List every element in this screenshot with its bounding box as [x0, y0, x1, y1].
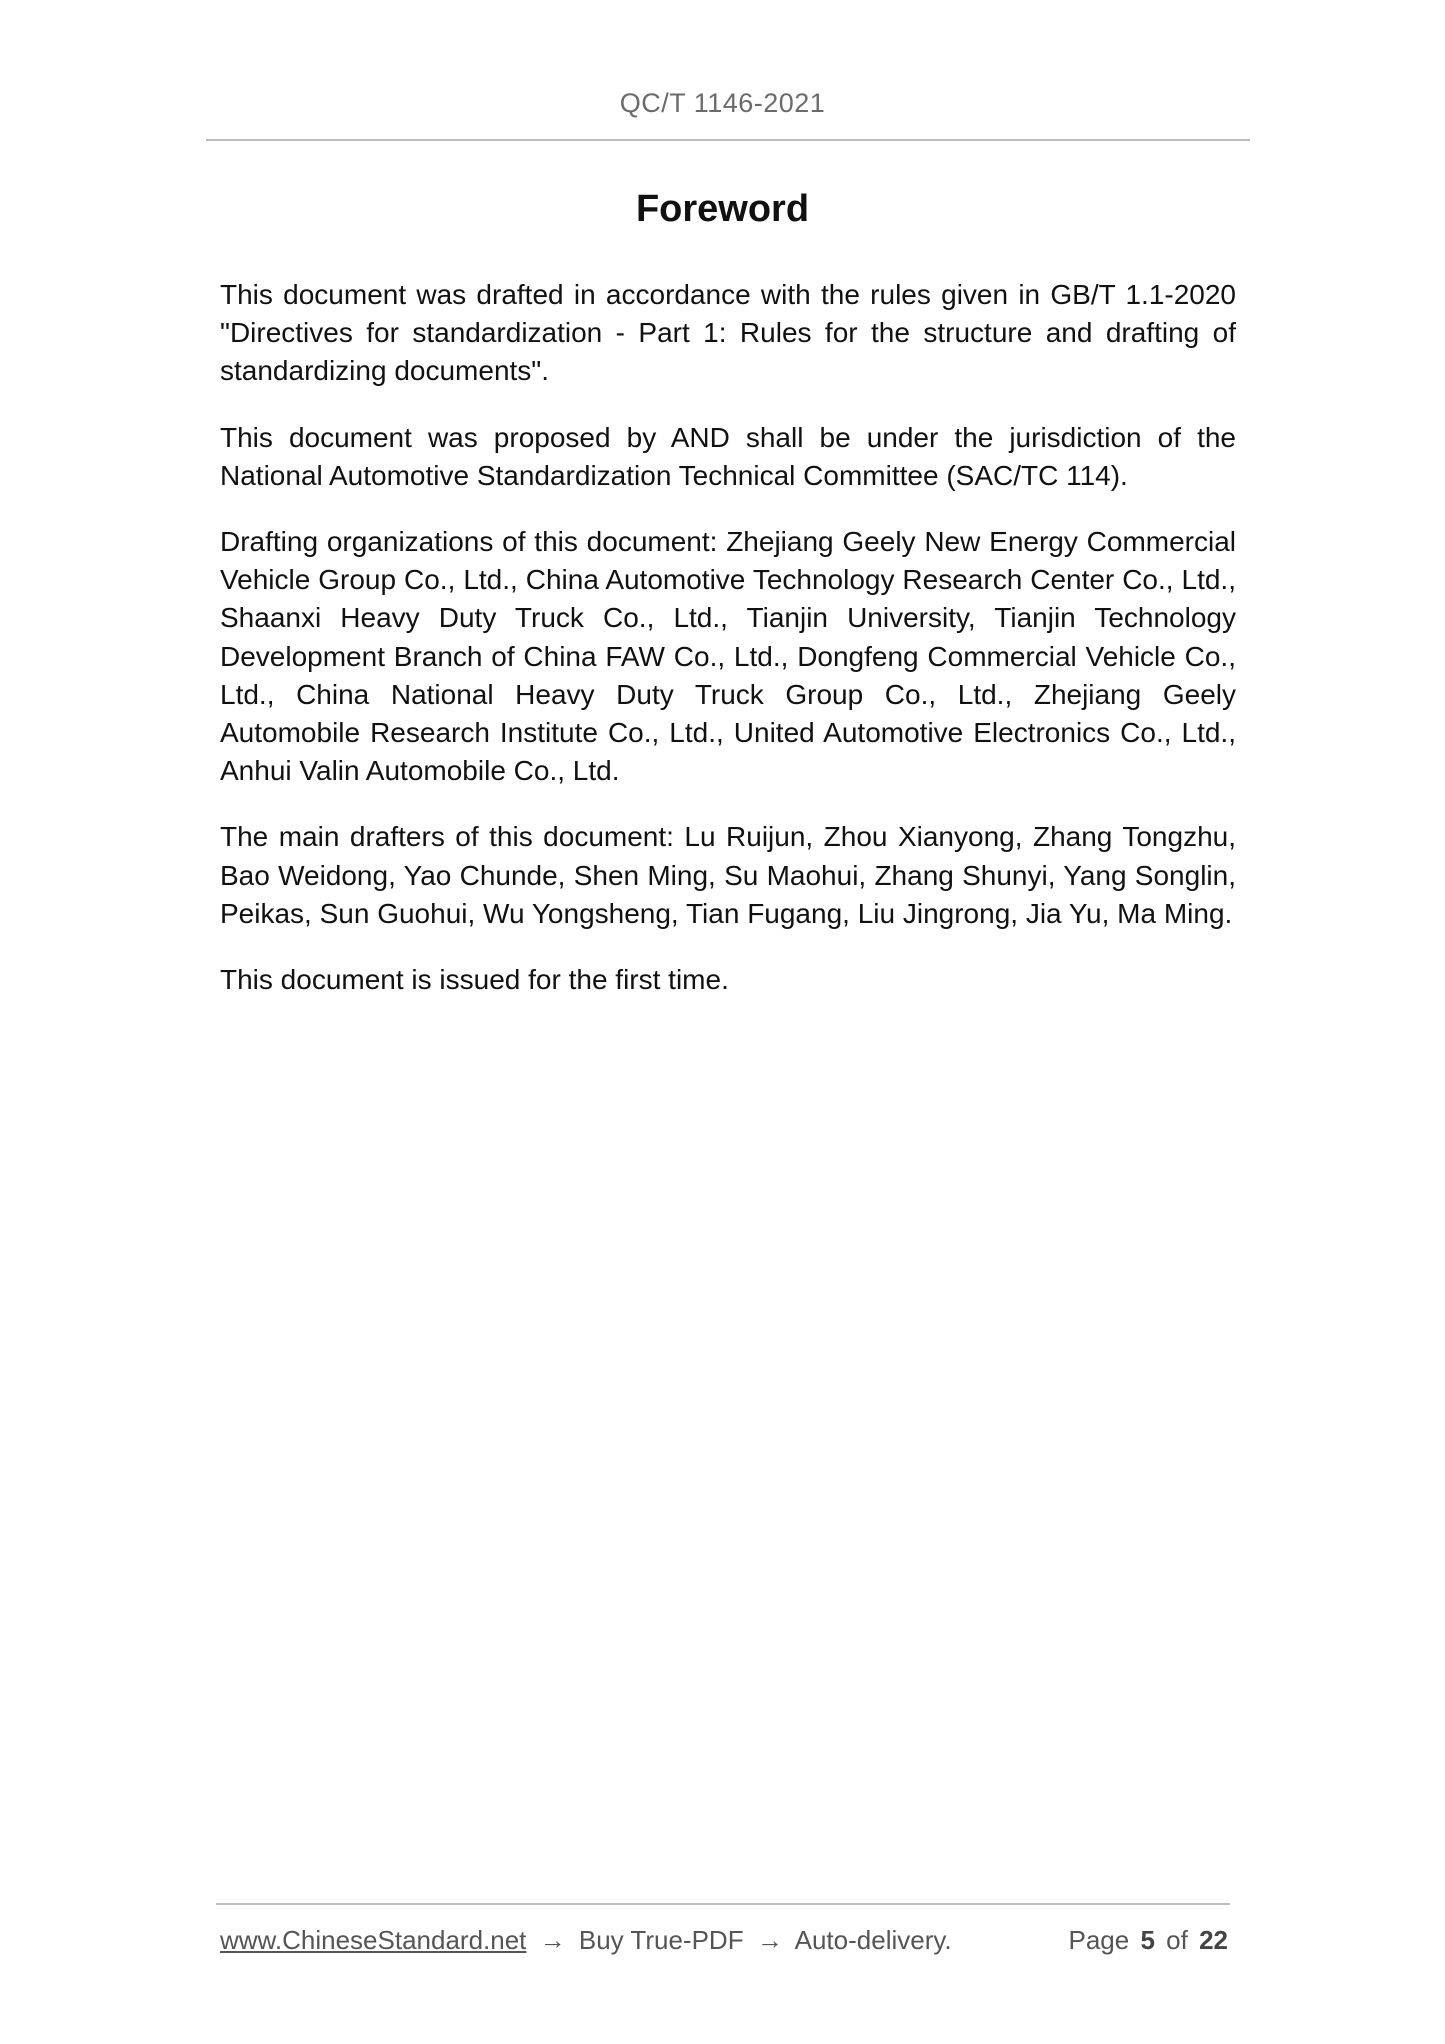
paragraph-drafting-organizations: Drafting organizations of this document: Zhejiang Geely New Energy Commercial Vehicle Group Co., Ltd., China Automotive Technology Research Center Co., Ltd., Shaanxi Heavy Duty Truck Co., Ltd., Tianjin University, Tianjin Technology Development Branch of China FAW Co., Ltd., Dongfeng Commercial Vehicle Co., Ltd., China National Heavy Duty Truck Group Co., Ltd., Zhejiang Geely Automobile Research Institute Co., Ltd., United Automotive Electronics Co., Ltd., Anhui Valin Automobile Co., Ltd. — [220, 526, 1236, 787]
website-link[interactable]: www.ChineseStandard.net — [220, 1925, 527, 1955]
arrow-right-icon: → — [756, 1925, 783, 1955]
page-title: Foreword — [635, 188, 810, 230]
footer-divider — [216, 1903, 1230, 1905]
page-of-label: of — [1166, 1925, 1188, 1955]
header-divider — [206, 139, 1250, 141]
footer-promo — [220, 1925, 952, 1956]
paragraph-drafting-rules: This document was drafted in accordance with the rules given in GB/T 1.1-2020 "Directives for standardization - Part 1: Rules for the structure and drafting of standardizing documents". — [220, 279, 1236, 387]
paragraph-proposer: This document was proposed by AND shall be under the jurisdiction of the National Automotive Standardization Technical Committee (SAC/TC 114). — [220, 421, 1236, 491]
page-number — [1068, 1925, 1232, 1956]
document-code: QC/T 1146-2021 — [619, 88, 826, 118]
document-body — [220, 276, 1236, 1027]
page-footer — [220, 1925, 1232, 1959]
paragraph-main-drafters: The main drafters of this document: Lu Ruijun, Zhou Xianyong, Zhang Tongzhu, Bao Weidong, Yao Chunde, Shen Ming, Su Maohui, Zhang Shunyi, Yang Songlin, Peikas, Sun Guohui, Wu Yongsheng, Tian Fugang, Liu Jingrong, Jia Yu, Ma Ming. — [220, 821, 1236, 929]
page-current: 5 — [1140, 1925, 1155, 1955]
page-label: Page — [1068, 1925, 1130, 1955]
paragraph-issue-note: This document is issued for the first time. — [220, 964, 729, 996]
arrow-right-icon: → — [539, 1925, 566, 1955]
footer-step-delivery: Auto-delivery. — [794, 1925, 952, 1955]
page-total: 22 — [1199, 1925, 1228, 1955]
footer-step-buy: Buy True-PDF — [578, 1925, 744, 1955]
